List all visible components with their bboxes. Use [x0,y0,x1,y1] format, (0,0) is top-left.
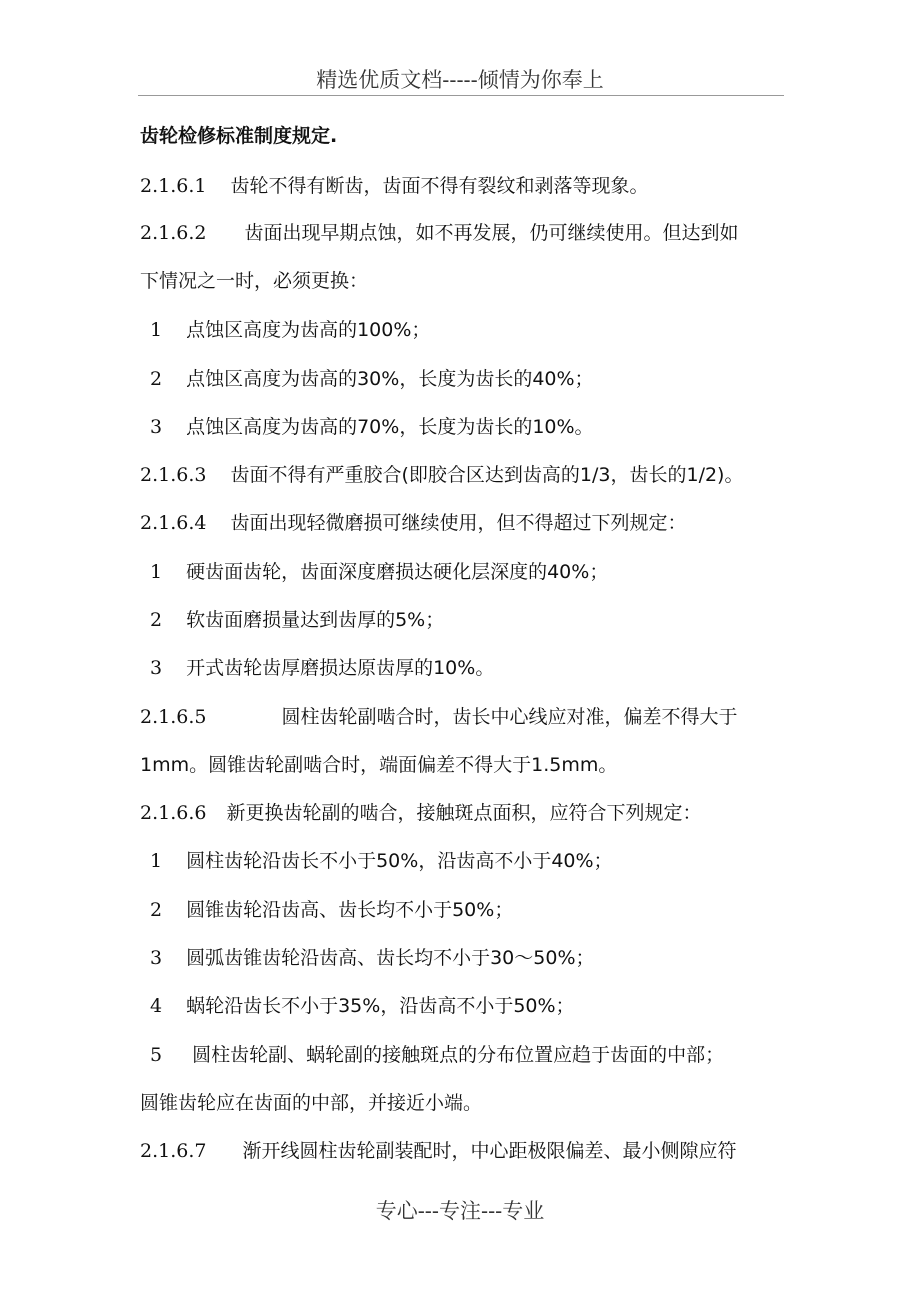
continuation-line [140,1088,482,1115]
clause-line [140,1136,737,1163]
item-number: 3 [150,657,163,679]
item-number: 1 [150,319,163,341]
item-text: 圆柱齿轮副、蜗轮副的接触斑点的分布位置应趋于齿面的中部； [192,1044,725,1066]
clause-text: 齿面不得有严重胶合(即胶合区达到齿高的1/3，齿长的1/2)。 [230,464,744,486]
item-text: 蜗轮沿齿长不小于35%，沿齿高不小于50%； [186,995,575,1017]
item-text: 开式齿轮齿厚磨损达原齿厚的10%。 [186,657,495,679]
item-text: 软齿面磨损量达到齿厚的5%； [186,609,445,631]
item-text: 点蚀区高度为齿高的70%，长度为齿长的10%。 [186,416,594,438]
header-divider [138,95,784,96]
item-text: 圆锥齿轮应在齿面的中部，并接近小端。 [140,1092,483,1114]
clause-text: 下情况之一时，必须更换： [140,270,369,292]
clause-line [140,508,687,535]
list-item [150,557,608,584]
item-number: 1 [150,561,163,583]
list-item [150,1040,724,1067]
clause-number: 2.1.6.2 [140,222,207,244]
clause-text: 齿面出现轻微磨损可继续使用，但不得超过下列规定： [230,512,687,534]
item-number: 3 [150,947,163,969]
clause-text: 齿轮不得有断齿，齿面不得有裂纹和剥落等现象。 [230,175,649,197]
list-item [150,895,513,922]
item-text: 点蚀区高度为齿高的30%，长度为齿长的40%； [186,368,594,390]
item-text: 圆柱齿轮沿齿长不小于50%，沿齿高不小于40%； [186,850,613,872]
continuation-line [140,266,368,293]
clause-line [140,218,739,245]
list-item [150,605,444,632]
clause-line [140,460,743,487]
list-item [150,412,594,439]
item-number: 5 [150,1044,163,1066]
clause-number: 2.1.6.5 [140,706,207,728]
item-text: 硬齿面齿轮，齿面深度磨损达硬化层深度的40%； [186,561,609,583]
list-item [150,315,430,342]
list-item [150,364,594,391]
document-title: 齿轮检修标准制度规定. [140,125,338,147]
item-number: 3 [150,416,163,438]
clause-number: 2.1.6.4 [140,512,207,534]
list-item [150,991,575,1018]
item-number: 4 [150,995,163,1017]
continuation-line [140,750,617,777]
list-item [150,653,494,680]
clause-line [140,702,738,729]
clause-text: 圆柱齿轮副啮合时，齿长中心线应对准，偏差不得大于 [281,706,738,728]
item-text: 圆锥齿轮沿齿高、齿长均不小于50%； [186,899,514,921]
clause-text: 渐开线圆柱齿轮副装配时，中心距极限偏差、最小侧隙应符 [242,1140,737,1162]
list-item [150,846,613,873]
item-text: 圆弧齿锥齿轮沿齿高、齿长均不小于30～50%； [186,947,595,969]
clause-line [140,798,702,825]
clause-line [140,171,649,198]
item-number: 2 [150,609,163,631]
item-number: 2 [150,368,163,390]
page-header: 精选优质文档-----倾情为你奉上 [316,68,604,92]
clause-text: 1mm。圆锥齿轮副啮合时，端面偏差不得大于1.5mm。 [140,754,618,776]
item-number: 1 [150,850,163,872]
clause-number: 2.1.6.3 [140,464,207,486]
clause-number: 2.1.6.6 [140,802,207,824]
clause-number: 2.1.6.1 [140,175,207,197]
clause-text: 齿面出现早期点蚀，如不再发展，仍可继续使用。但达到如 [244,222,739,244]
clause-number: 2.1.6.7 [140,1140,207,1162]
item-text: 点蚀区高度为齿高的100%； [186,319,431,341]
item-number: 2 [150,899,163,921]
list-item [150,943,595,970]
page-footer: 专心---专注---专业 [375,1199,545,1223]
clause-text: 新更换齿轮副的啮合，接触斑点面积，应符合下列规定： [226,802,702,824]
